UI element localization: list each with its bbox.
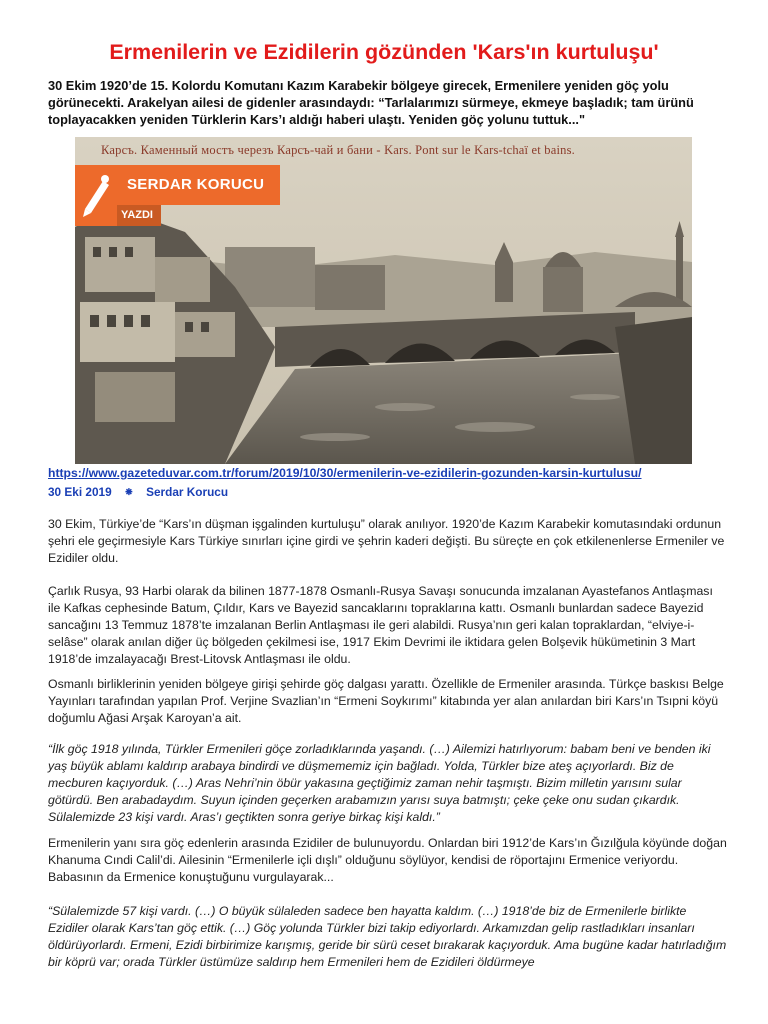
body-paragraph-2: Çarlık Rusya, 93 Harbi olarak da bilinen 1877-1878 Osmanlı-Rusya Savaşı sonucunda imzalanan Ayastefanos Antlaşması ile Kafkas cephesinde Batum, Çıldır, Kars ve Bayezid sancaklarını topraklarına kattı. Osmanlı bunlardan sadece Bayezid sancağını 13 Temmuz 1878’te imzalanan Berlin Antlaşması ile geri alabildi. Rusya’nın geri kalan topraklardan, “elviye-i-selâse” olarak anılan diğer üç bölgeden çekilmesi ise, 1917 Ekim Devrimi ile iktidara gelen Bolşevik hükümetinin 3 Mart 1918’de imzalayacağı Brest-Litovsk Antlaşması ile oldu. (48, 584, 713, 667)
article-author: Serdar Korucu (146, 485, 229, 499)
source-link[interactable]: https://www.gazeteduvar.com.tr/forum/2019/10/30/ermenilerin-ve-ezidilerin-gozunden-karsin-kurtulusu/ (48, 466, 642, 480)
photo-caption: Карсъ. Каменный мостъ черезъ Карсъ-чай и бани - Kars. Pont sur le Kars-tchaï et bains. (101, 143, 575, 157)
article-lead: 30 Ekim 1920’de 15. Kolordu Komutanı Kazım Karabekir bölgeye girecek, Ermenilere yeniden göç yolu görünecekti. Arakelyan ailesi de gidenler arasındaydı: “Tarlalarımızı sürmeye, ekmeye başladık; tam ürünü toplayacakken yeniden Türklerin Kars’ı aldığı haberi ulaştı. Yeniden göç yolunu tuttuk..." (48, 78, 694, 127)
quote-paragraph-1: “İlk göç 1918 yılında, Türkler Ermenileri göçe zorladıklarında yaşandı. (…) Ailemizi hatırlıyorum: babam beni ve benden iki yaş büyük ablamı kaldırıp arabaya bindirdi ve düşmememiz için bağladı. Yolda, Türkler bize ateş açıyorlardı. Biz de mecburen kaçıyorduk. (…) Aras Nehri’nin öbür yakasına geçtiğimiz zaman nehir taşmıştı. Bizim milletin yarısını sular götürdü. Ben arabadaydım. Suyun içinden geçerken arabamızın yarısı suya batmıştı; çeke çeke onu sudan çıkardık. Sülalemizde 23 kişi vardı. Aras’ı geçtikten sonra geriye birkaç kişi kaldı.” (48, 742, 711, 825)
badge-author-name: SERDAR KORUCU (117, 165, 280, 205)
pen-nib-icon (75, 165, 117, 226)
article-meta (48, 485, 228, 499)
body-paragraph-3: Osmanlı birliklerinin yeniden bölgeye girişi şehirde göç dalgası yarattı. Özellikle de Ermeniler arasında. Türkçe baskısı Belge Yayınları tarafından yapılan Prof. Verjine Svazlian’ın “Ermeni Soykırımı” kitabında yer alan anılardan biri Kars’ın Tsıpni köyü doğumlu Ağasi Arşak Karoyan’a ait. (48, 677, 724, 726)
quote-paragraph-2: “Sülalemizde 57 kişi vardı. (…) O büyük sülaleden sadece ben hayatta kaldım. (…) 1918’de biz de Ermenilerle birlikte Ezidiler olarak Kars’tan göç ettik. (…) Göç yolunda Türkler bizi takip ediyorlardı. Arkamızdan gelip rastladıkları insanları öldürüyorlardı. Ermeni, Ezidi birbirimize karışmış, geride bir sürü ceset bırakarak kaçıyorduk. Ama bugüne kadar hatırladığım bir köprü var; orada Türkler üstümüze saldırıp hem Ermenileri hem de Ezidileri öldürmeye (48, 904, 727, 970)
author-badge (75, 165, 280, 226)
badge-tag: YAZDI (117, 205, 161, 226)
article-date: 30 Eki 2019 (48, 485, 112, 499)
separator-icon: ⁕ (123, 485, 134, 499)
article-title: Ermenilerin ve Ezidilerin gözünden 'Kars'ın kurtuluşu' (109, 40, 659, 64)
historic-kars-photo (75, 137, 692, 464)
body-paragraph-4: Ermenilerin yanı sıra göç edenlerin arasında Ezidiler de bulunuyordu. Onlardan biri 1912’de Kars’ın Ğızılğula köyünde doğan Khanuma Cındi Calil’di. Ailesinin “Ermenilerle içli dışlı” olduğunu söylüyor, kendisi de röportajını Ermenice veriyordu. Babasının da Ermenice konuştuğunu vurgulayarak... (48, 836, 727, 885)
body-paragraph-1: 30 Ekim, Türkiye’de “Kars’ın düşman işgalinden kurtuluşu” olarak anılıyor. 1920’de Kazım Karabekir komutasındaki ordunun şehri ele geçirmesiyle Kars Türkiye sınırları içine girdi ve şehrin kaderi değişti. Bu süreçte en çok etkilenenlerse Ermeniler ve Ezidiler oldu. (48, 517, 725, 566)
